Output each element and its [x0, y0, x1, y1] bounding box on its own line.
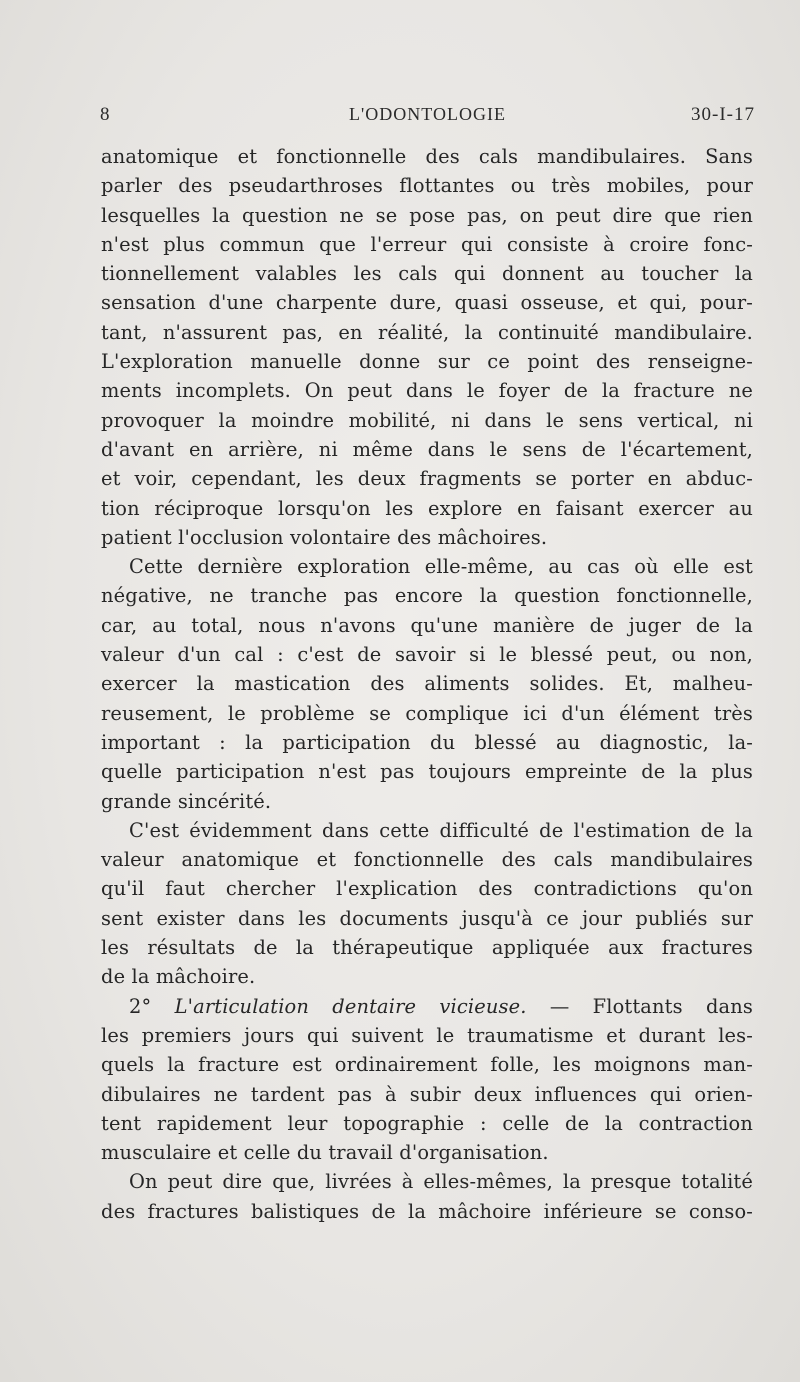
issue-date: 30-I-17: [691, 104, 755, 125]
text-line: Cette dernière exploration elle-même, au cas où elle est: [129, 555, 753, 579]
text-line: d'avant en arrière, ni même dans le sens de l'écartement,: [101, 437, 753, 461]
text-line: valeur d'un cal : c'est de savoir si le blessé peut, ou non,: [101, 643, 753, 667]
text-line: tant, n'assurent pas, en réalité, la continuité mandibulaire.: [101, 320, 753, 344]
text-line: important : la participation du blessé au diagnostic, la-: [101, 730, 753, 754]
text-line: reusement, le problème se complique ici d'un élément très: [101, 701, 753, 725]
text-line: anatomique et fonctionnelle des cals mandibulaires. Sans: [101, 145, 753, 168]
text-line: des fractures balistiques de la mâchoire inférieure se conso-: [101, 1199, 753, 1223]
paragraph-2: [101, 552, 753, 816]
text-line: qu'il faut chercher l'explication des contradictions qu'on: [101, 877, 753, 901]
text-line: sent exister dans les documents jusqu'à ce jour publiés sur: [101, 906, 753, 930]
text-line: grande sincérité.: [101, 789, 272, 813]
body-text: [101, 142, 753, 1226]
section-heading-line: [101, 992, 753, 1021]
text-line: les premiers jours qui suivent le traumatisme et durant les-: [101, 1023, 753, 1047]
paragraph-4: [101, 992, 753, 1168]
text-line: de la mâchoire.: [101, 965, 256, 989]
text-line: ments incomplets. On peut dans le foyer de la fracture ne: [101, 379, 753, 403]
text-line: quels la fracture est ordinairement folle, les moignons man-: [101, 1053, 753, 1077]
text-line: tent rapidement leur topographie : celle de la contraction: [101, 1111, 753, 1135]
journal-title: L'ODONTOLOGIE: [349, 104, 506, 124]
text-fragment: — Flottants dans: [526, 994, 753, 1018]
text-line: tion réciproque lorsqu'on les explore en faisant exercer au: [101, 496, 753, 520]
text-line: n'est plus commun que l'erreur qui consiste à croire fonc-: [101, 232, 753, 256]
text-line: les résultats de la thérapeutique appliquée aux fractures: [101, 936, 753, 960]
text-line: On peut dire que, livrées à elles-mêmes, la presque totalité: [129, 1170, 753, 1194]
section-title: L'articulation dentaire vicieuse.: [174, 994, 527, 1018]
section-number: 2°: [129, 994, 175, 1018]
text-line: provoquer la moindre mobilité, ni dans le sens vertical, ni: [101, 408, 753, 432]
text-line: L'exploration manuelle donne sur ce point des renseigne-: [101, 350, 753, 374]
text-line: valeur anatomique et fonctionnelle des cals mandibulaires: [101, 848, 753, 872]
paragraph-3: [101, 816, 753, 992]
text-line: négative, ne tranche pas encore la question fonctionnelle,: [101, 584, 753, 608]
text-line: et voir, cependant, les deux fragments se porter en abduc-: [101, 467, 753, 491]
text-line: quelle participation n'est pas toujours empreinte de la plus: [101, 760, 753, 784]
text-line: exercer la mastication des aliments solides. Et, malheu-: [101, 672, 753, 696]
text-line: parler des pseudarthroses flottantes ou très mobiles, pour: [101, 174, 753, 198]
paragraph-5: [101, 1167, 753, 1226]
text-line: car, au total, nous n'avons qu'une manière de juger de la: [101, 613, 753, 637]
text-line: C'est évidemment dans cette difficulté de l'estimation de la: [129, 818, 753, 842]
text-line: dibulaires ne tardent pas à subir deux influences qui orien-: [101, 1082, 753, 1106]
text-line: tionnellement valables les cals qui donnent au toucher la: [101, 262, 753, 286]
text-line: musculaire et celle du travail d'organisation.: [101, 1141, 549, 1165]
paragraph-1: [101, 142, 753, 552]
text-line: lesquelles la question ne se pose pas, on peut dire que rien: [101, 203, 753, 227]
page-number: 8: [100, 104, 110, 125]
running-head: [100, 104, 755, 134]
text-line: sensation d'une charpente dure, quasi osseuse, et qui, pour-: [101, 291, 753, 315]
text-line: patient l'occlusion volontaire des mâchoires.: [101, 525, 548, 549]
